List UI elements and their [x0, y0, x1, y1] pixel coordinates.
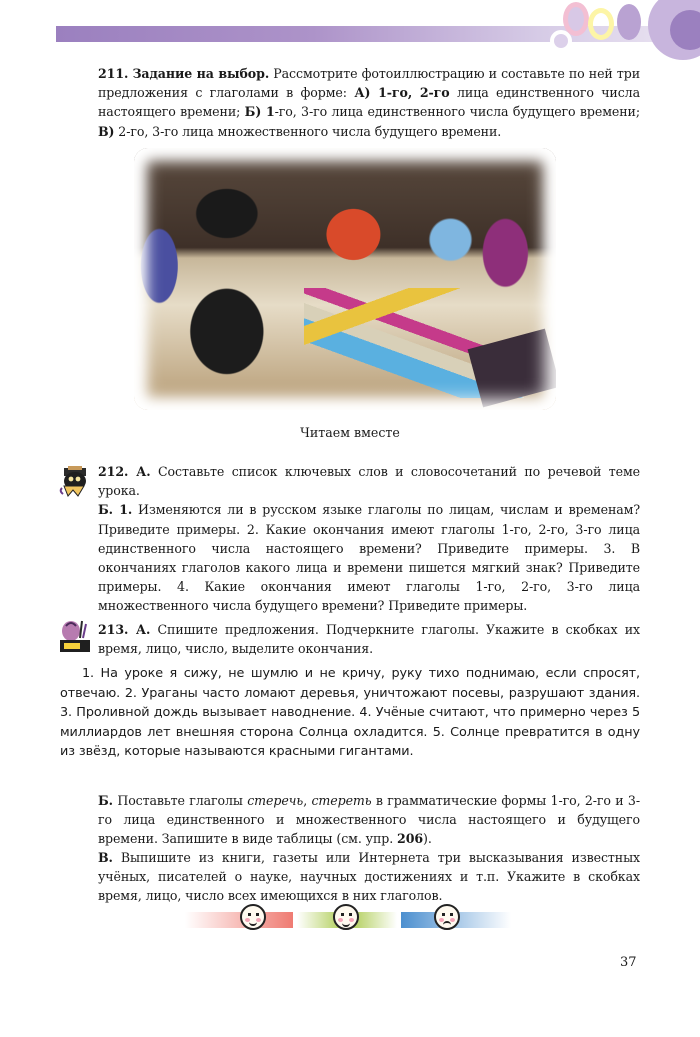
sad-face-icon: [434, 904, 460, 930]
exercise-213-b: Б. Поставьте глаголы стеречь, стереть в грамматические формы 1-го, 2-го и 3-го лица единственного и множественного числа настоящего и будущего времени. Запишите в виде таблицы (см. упр. 206).: [98, 793, 640, 847]
mood-bar-happy: [185, 912, 293, 928]
neutral-face-icon: [333, 904, 359, 930]
page-number: 37: [620, 955, 637, 970]
photo-caption: Читаем вместе: [300, 425, 400, 440]
header-decor-circle-yellow: [588, 8, 614, 40]
header-decor-circle-white: [550, 30, 572, 52]
exercise-number: 211.: [98, 66, 129, 81]
header-decor-circle-lilac: [617, 4, 641, 40]
pencil-box-icon: [56, 618, 94, 656]
exercise-212: 212. А. Составьте список ключевых слов и словосочетаний по речевой теме урока. Б. 1. Изменяются ли в русском языке глаголы по лицам, числам и временам? Приведите примеры. 2. Какие окончания имеют глаголы 1-го, 2-го, 3-го лица единственного числа настоящего времени? Приведите примеры. 3. В окончаниях глаголов какого лица и времени пишется мягкий знак? Приведите примеры. 4. Какие окончания имеют глаголы 1-го, 2-го, 3-го лица множественного числа будущего времени? Приведите примеры.: [98, 464, 640, 614]
exercise-number: 213. А.: [98, 622, 151, 637]
verb-steregt: стеречь: [247, 793, 304, 808]
exercise-213-passage: 1. На уроке я сижу, не шумлю и не кричу, руку тихо поднимаю, если спросят, отвечаю. 2. Ураганы часто ломают деревья, уничтожают посевы, разрушают здания. 3. Проливной дождь вызывает наводнение. 4. Учёные считают, что примерно через 5 миллиардов лет внешняя сторона Солнца охладится. 5. Солнце превратится в одну из звёзд, которые называются красными гигантами.: [60, 666, 640, 760]
exercise-title: Задание на выбор.: [132, 66, 270, 81]
happy-face-icon: [240, 904, 266, 930]
family-reading-photo: [134, 148, 556, 410]
exercise-213: 213. А. Спишите предложения. Подчеркните глаголы. Укажите в скобках их время, лицо, число, выделите окончания.: [98, 622, 641, 657]
verb-stereть: стереть: [311, 793, 372, 808]
exercise-number: 212. А.: [98, 464, 151, 479]
exercise-211: 211. Задание на выбор. Рассмотрите фотоиллюстрацию и составьте по ней три предложения с глаголами в форме: А) 1-го, 2-го лица единственного числа настоящего времени; Б) 1-го, 3-го лица единственного числа будущего времени; В) 2-го, 3-го лица множественного числа будущего времени.: [98, 66, 640, 139]
cat-reading-icon: [56, 462, 94, 500]
exercise-213-c: В. Выпишите из книги, газеты или Интернета три высказывания известных учёных, писателей о науке, научных достижениях и т.п. Укажите в скобках время, лицо, число всех имеющихся в них глаголов.: [98, 850, 640, 904]
